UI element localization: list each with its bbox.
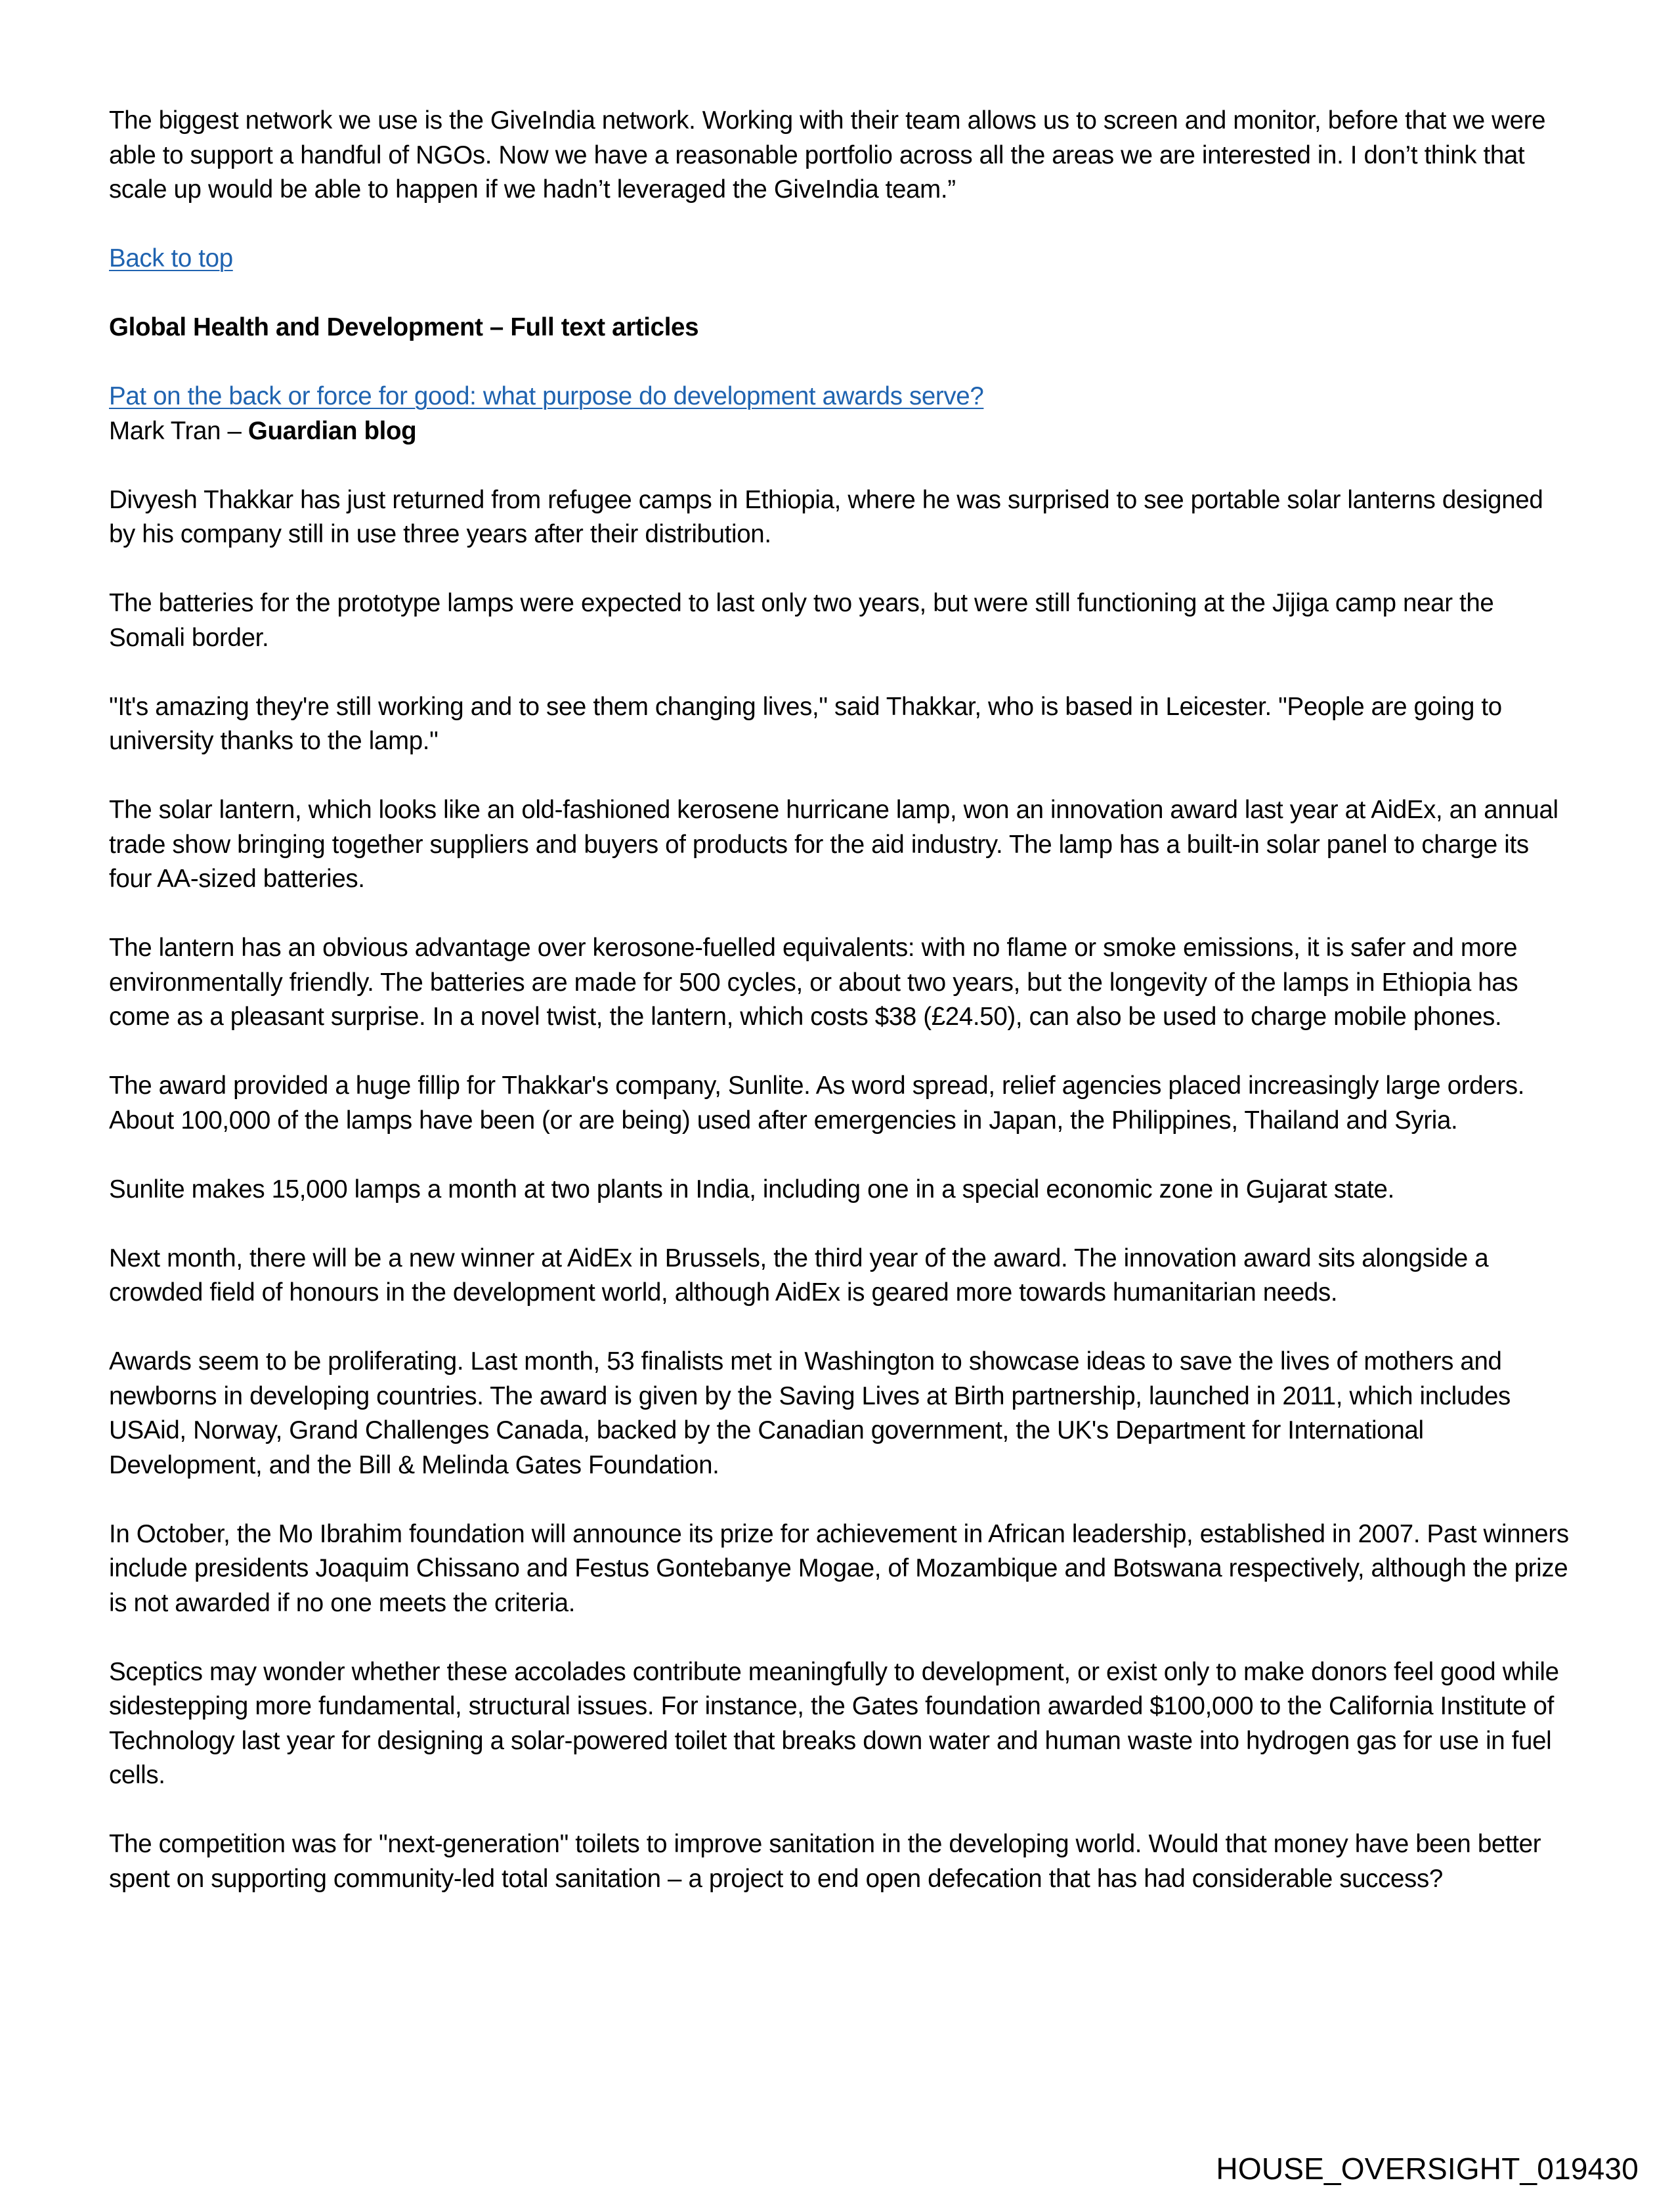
back-to-top-row [109, 242, 1573, 276]
article-title-link[interactable]: Pat on the back or force for good: what purpose do development awards serve? [109, 382, 984, 410]
article-source: Guardian blog [247, 416, 417, 445]
article-paragraph: In October, the Mo Ibrahim foundation will announce its prize for achievement in African leadership, established in 2007. Past winners include presidents Joaquim Chissano and Festus Gontebanye Mogae, of Mozambique and Botswana respectively, although the prize is not awarded if no one meets the criteria. [109, 1519, 1569, 1617]
article-author: Mark Tran – [109, 416, 248, 445]
section-heading: Global Health and Development – Full text articles [109, 313, 699, 341]
article-paragraph: The solar lantern, which looks like an old-fashioned kerosene hurricane lamp, won an innovation award last year at AidEx, an annual trade show bringing together suppliers and buyers of products for the aid industry. The lamp has a built-in solar panel to charge its four AA-sized batteries. [109, 796, 1558, 893]
article-paragraph: Next month, there will be a new winner at AidEx in Brussels, the third year of the award. The innovation award sits alongside a crowded field of honours in the development world, although AidEx is geared more towards humanitarian needs. [109, 1244, 1489, 1307]
article-header [109, 380, 1573, 448]
article-paragraph: Sunlite makes 15,000 lamps a month at two plants in India, including one in a special economic zone in Gujarat state. [109, 1175, 1394, 1204]
article-paragraph: Sceptics may wonder whether these accolades contribute meaningfully to development, or exist only to make donors feel good while sidestepping more fundamental, structural issues. For instance, the Gates foundation awarded $100,000 to the California Institute of Technology last year for designing a solar-powered toilet that breaks down water and human waste into hydrogen gas for use in fuel cells. [109, 1657, 1559, 1789]
article-paragraph: "It's amazing they're still working and to see them changing lives," said Thakkar, who is based in Leicester. "People are going to university thanks to the lamp." [109, 692, 1502, 755]
article-paragraph: The competition was for "next-generation" toilets to improve sanitation in the developing world. Would that money have been better spent on supporting community-led total sanitation – a project to end open defecation that has had considerable success? [109, 1830, 1541, 1893]
article-paragraph: Awards seem to be proliferating. Last month, 53 finalists met in Washington to showcase ideas to save the lives of mothers and newborns in developing countries. The award is given by the Saving Lives at Birth partnership, launched in 2011, which includes USAid, Norway, Grand Challenges Canada, backed by the Canadian government, the UK's Department for International Development, and the Bill & Melinda Gates Foundation. [109, 1347, 1511, 1479]
article-paragraph: Divyesh Thakkar has just returned from refugee camps in Ethiopia, where he was surprised to see portable solar lanterns designed by his company still in use three years after their distribution. [109, 485, 1543, 548]
document-bates-number: HOUSE_OVERSIGHT_019430 [1216, 2152, 1639, 2186]
article-byline [109, 414, 1573, 449]
article-paragraph: The award provided a huge fillip for Thakkar's company, Sunlite. As word spread, relief agencies placed increasingly large orders. About 100,000 of the lamps have been (or are being) used after emergencies in Japan, the Philippines, Thailand and Syria. [109, 1072, 1525, 1135]
article-paragraph: The lantern has an obvious advantage over kerosone-fuelled equivalents: with no flame or smoke emissions, it is safer and more environmentally friendly. The batteries are made for 500 cycles, or about two years, but the longevity of the lamps in Ethiopia has come as a pleasant surprise. In a novel twist, the lantern, which costs $38 (£24.50), can also be used to charge mobile phones. [109, 934, 1518, 1031]
document-page [109, 104, 1573, 1931]
article-paragraph: The batteries for the prototype lamps were expected to last only two years, but were still functioning at the Jijiga camp near the Somali border. [109, 589, 1494, 652]
back-to-top-link[interactable]: Back to top [109, 244, 233, 272]
intro-quote-paragraph: The biggest network we use is the GiveIndia network. Working with their team allows us to screen and monitor, before that we were able to support a handful of NGOs. Now we have a reasonable portfolio across all the areas we are interested in. I don’t think that scale up would be able to happen if we hadn’t leveraged the GiveIndia team.” [109, 106, 1546, 204]
